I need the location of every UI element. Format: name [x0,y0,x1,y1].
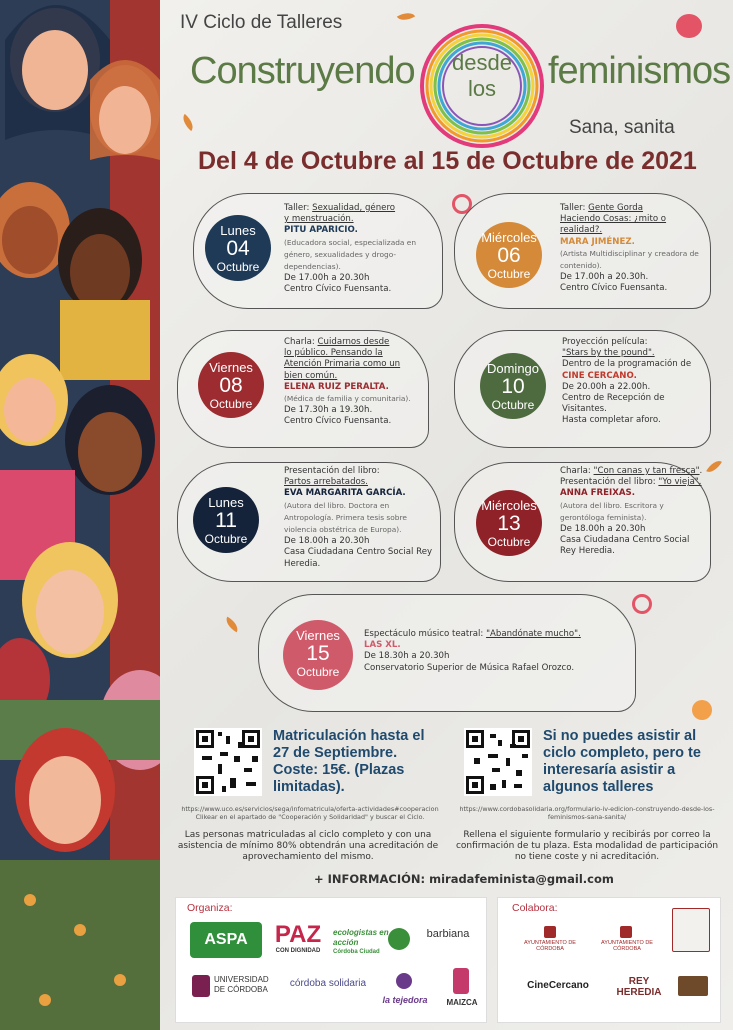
crest-icon [620,926,632,938]
organiza-title: Organiza: [187,902,233,914]
event-time: De 18.00h a 20.30h [284,536,370,547]
badge-month: Octubre [204,532,248,546]
event-place: Conservatorio Superior de Música Rafael Orozco. [364,662,575,673]
event-type: Taller: [560,203,589,213]
date-badge [205,215,271,281]
badge-num: 15 [306,642,330,665]
event-details [560,203,700,295]
cinecercano-logo: CineCercano [527,980,589,991]
event-place: Casa Ciudadana Centro Social Rey Heredia. [284,547,433,569]
title-left: Construyendo [190,50,415,92]
ecologistas-sub: Córdoba Ciudad [333,949,380,955]
date-badge [476,222,542,288]
speaker-desc: (Autora del libro. Doctora en Antropología. Primera tesis sobre violencia obstétrica de Europa). [284,500,407,535]
badge-month: Octubre [487,267,531,281]
speaker-desc: (Médica de familia y comunitaria). [284,394,411,404]
date-badge [476,490,542,556]
paz-logo-sub: CON DIGNIDAD [275,948,321,954]
badge-num: 11 [215,509,237,532]
event-details [560,466,703,558]
event-type: Charla: [284,337,318,347]
badge-num: 08 [219,374,243,397]
ayuntamiento-logo-2: AYUNTAMIENTO DE CÓRDOBA [601,940,653,952]
event-title-2: y menstruación. [284,214,354,225]
qr-code-icon[interactable] [194,728,262,796]
event-title: Partos arrebatados. [284,477,368,488]
paz-logo: PAZ [274,921,322,948]
aspa-logo: ASPA [190,922,262,958]
event-title-2: "Yo vieja". [658,477,702,488]
la-tejedora-logo: la tejedora [382,995,428,1005]
ayuntamiento-logo-1: AYUNTAMIENTO DE CÓRDOBA [524,940,576,952]
event-details [364,629,628,674]
ring-line-2: los [467,76,497,101]
form-url[interactable]: https://www.cordobasolidaria.org/formulario-iv-edicion-construyendo-desde-los-feminismos-sana-sanita/ [459,805,715,821]
event-place: Centro Cívico Fuensanta. [284,416,392,427]
badge-month: Octubre [487,535,531,549]
badge-day: Lunes [208,495,244,510]
event-time: De 18.30h a 20.30h [364,651,450,662]
event-note: Hasta completar aforo. [562,415,661,426]
event-desc: Dentro de la programación de [562,359,692,370]
date-badge [283,620,353,690]
event-details [284,203,432,296]
barbiana-logo: barbiana [426,928,470,940]
speaker: PITU APARICIO. [284,225,358,236]
badge-day: Miércoles [481,498,537,513]
badge-month: Octubre [216,260,260,274]
event-details [562,337,702,427]
event-details [284,337,420,428]
maizca-logo: MAIZCA [446,998,478,1007]
badge-day: Lunes [220,223,256,238]
ring-text [430,50,534,102]
date-badge [480,353,546,419]
badge-num: 13 [497,512,521,535]
event-time: De 17.00h a 20.30h [284,273,370,284]
speaker: MARA JIMÉNEZ. [560,236,635,247]
speaker: LAS XL. [364,640,401,651]
speaker: ANNA FREIXAS. [560,488,635,499]
maizca-icon [453,968,469,994]
event-place: Centro Cívico Fuensanta. [560,283,668,294]
uco-logo: UNIVERSIDAD DE CÓRDOBA [214,975,269,994]
event-title: Gente Gorda [588,203,643,213]
speaker: EVA MARGARITA GARCÍA. [284,488,406,499]
badge-logo-icon [672,908,710,952]
event-title-2: lo público. Pensando la Atención Primaria como un bien común. [284,348,401,381]
event-time: De 18.00h a 20.30h [560,524,646,535]
ecologistas-icon [388,928,410,950]
registration-info: Matriculación hasta el 27 de Septiembre. Coste: 15€. (Plazas limitadas). [273,728,425,795]
event-time: De 17.30h a 19.30h. [284,405,373,416]
event-title: Sexualidad, género [312,203,396,213]
badge-month: Octubre [296,665,340,679]
cycle-subtitle: IV Ciclo de Talleres [180,12,343,33]
partial-attendance-info: Si no puedes asistir al ciclo completo, pero te interesaría asistir a algunos talleres [543,728,701,795]
badge-day: Miércoles [481,230,537,245]
event-type: Proyección película: [562,337,648,347]
badge-month: Octubre [209,397,253,411]
crest-icon [544,926,556,938]
speaker-desc: (Artista Multidisciplinar y creadora de contenido). [560,248,699,271]
speaker: ELENA RUIZ PERALTA. [284,381,389,392]
event-title: "Con canas y tan fresca" [593,466,700,476]
event-title: "Stars by the pound". [562,348,655,359]
circle-deco-icon [632,594,652,614]
form-note: Rellena el siguiente formulario y recibirás por correo la confirmación de tu plaza. Esta modalidad de participación no tiene coste y ni acreditación. [455,830,719,862]
date-badge [198,352,264,418]
event-type: Espectáculo músico teatral: [364,629,487,639]
event-place: Casa Ciudadana Centro Social Rey Heredia. [560,535,690,557]
date-badge [193,487,259,553]
event-type: Presentación del libro: [284,466,380,476]
heart-icon [676,14,702,38]
event-type: Charla: [560,466,594,476]
event-time: De 17.00h a 20.30h. [560,272,649,283]
organizer: CINE CERCANO. [562,370,637,381]
rey-heredia-logo: REY HEREDIA [616,976,662,998]
women-illustration-icon [0,0,160,1030]
tagline: Sana, sanita [569,117,675,138]
orange-dot-icon [692,700,712,720]
event-dates: Del 4 de Octubre al 15 de Octubre de 2021 [198,147,697,175]
event-title-2: Haciendo Cosas: ¿mito o realidad?. [560,214,667,236]
event-title: "Abandónate mucho". [486,629,581,639]
event-title: Cuidarnos desde [317,337,390,347]
colabora-title: Colabora: [512,902,558,914]
organizers-box [175,897,487,1023]
registration-url-hint: Clikear en el apartado de "Cooperación y Solidaridad" y buscar el Ciclo. [195,813,425,821]
accreditation-note: Las personas matriculadas al ciclo completo y con una asistencia de mínimo 80% obtendrán una acreditación de aprovechamiento del mismo. [177,830,439,862]
speaker-desc: (Educadora social, especializada en género, sexualidades y drogo-dependencias). [284,237,417,272]
badge-num: 10 [501,375,525,398]
registration-url-text[interactable]: https://www.uco.es/servicios/sega/infomatricula/oferta-actividades#cooperacion [181,805,439,813]
ring-line-1: desde [452,50,512,75]
badge-num: 06 [497,244,521,267]
event-details [284,466,434,570]
badge-day: Viernes [296,628,340,643]
cordoba-solidaria-logo: córdoba solidaria [289,978,367,989]
event-mid: . Presentación del libro: [560,466,703,488]
registration-url[interactable] [170,805,450,821]
illustration-women [0,0,160,1030]
event-place: Centro Cívico Fuensanta. [284,284,392,295]
title-right: feminismos [548,50,731,92]
event-time: De 20.00h a 22.00h. [562,381,651,392]
uco-shield-icon [192,975,210,997]
badge-month: Octubre [491,398,535,412]
qr-code-icon[interactable] [464,728,532,796]
badge-day: Domingo [486,361,540,376]
badge-num: 04 [226,237,250,260]
building-icon [678,976,708,996]
contact-info[interactable]: + INFORMACIÓN: miradafeminista@gmail.com [314,872,614,886]
event-type: Taller: [284,203,313,213]
ecologistas-logo: ecologistas en acción [333,928,389,947]
tejedora-icon [396,973,412,989]
badge-day: Viernes [209,360,253,375]
speaker-desc: (Autora del libro. Escritora y gerontóloga feminista). [560,500,664,522]
event-place: Centro de Recepción de Visitantes. [562,393,665,415]
